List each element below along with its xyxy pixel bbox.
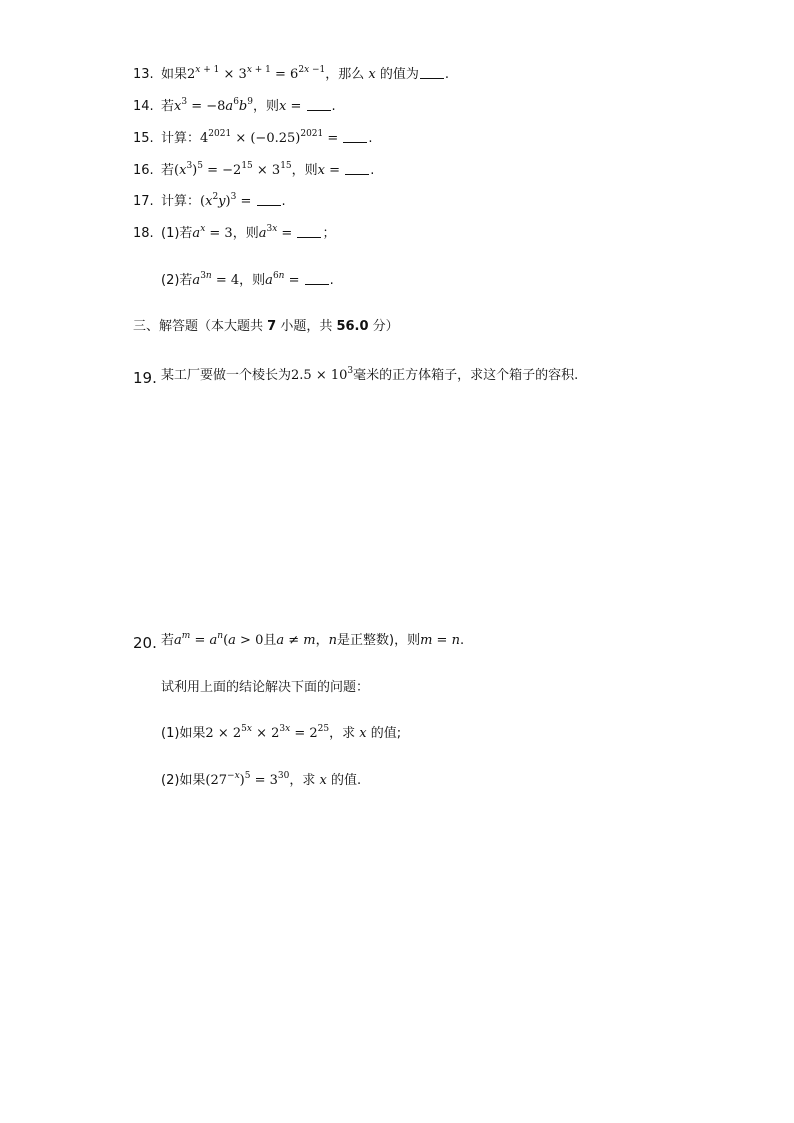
equation: $2^{x + 1} \times 3^{x + 1} = 6^{2x -1}$	[187, 65, 326, 82]
question-text: (2)如果$(27^{-x})^5 = 3^{30}$，求 x 的值.	[161, 771, 362, 788]
question-text: 某工厂要做一个棱长为$2.5 \times 10^3$毫米的正方体箱子，求这个箱子的容积.	[161, 366, 579, 383]
equation: $2.5 \times 10^3$	[291, 366, 354, 383]
question-text: 如果$2^{x + 1} \times 3^{x + 1} = 6^{2x -1}$，那么 x 的值为 .	[161, 65, 450, 82]
answer-blank[interactable]	[420, 68, 444, 79]
question-number: 17.	[133, 194, 154, 209]
answer-blank[interactable]	[343, 132, 367, 143]
question-text: 若$a^m = a^n(a > 0$且a ≠ m，n是正整数)，则m = n.	[161, 631, 465, 648]
answer-blank[interactable]	[297, 227, 321, 238]
question-number: 20.	[133, 634, 157, 652]
question-text: (2)若$a^{3n} = 4$，则$a^{6n}$ = .	[161, 271, 334, 288]
equation: $x^3 = -8a^6b^9$	[174, 97, 253, 114]
answer-blank[interactable]	[257, 195, 281, 206]
equation: $(x^2y)^3$ =	[200, 192, 256, 209]
answer-blank[interactable]	[305, 274, 329, 285]
question-number: 14.	[133, 99, 154, 114]
question-text: 若$x^3 = -8a^6b^9$，则x = .	[161, 97, 336, 114]
question-number: 19.	[133, 369, 157, 387]
equation: $2 \times 2^{5x} \times 2^{3x} = 2^{25}$	[205, 724, 330, 741]
question-text: (1)如果$2 \times 2^{5x} \times 2^{3x} = 2^{25}$，求 x 的值;	[161, 724, 402, 741]
equation: $(x^3)^5 = -2^{15} \times 3^{15}$	[174, 161, 292, 178]
equation: $a^{3n} = 4$	[192, 271, 240, 288]
section-title: 三、解答题	[133, 319, 199, 334]
question-number: 15.	[133, 131, 154, 146]
section-header: 三、解答题（本大题共 7 小题，共 56.0 分）	[133, 319, 399, 334]
equation: $4^{2021} \times (-0.25)^{2021}$ =	[200, 129, 343, 146]
equation: $a^m = a^n(a > 0$	[174, 631, 264, 648]
question-text: 计算：$4^{2021} \times (-0.25)^{2021}$ = .	[161, 129, 373, 146]
answer-blank[interactable]	[345, 164, 369, 175]
question-number: 13.	[133, 67, 154, 82]
question-text: 若$(x^3)^5 = -2^{15} \times 3^{15}$，则x = .	[161, 161, 375, 178]
question-text: 计算：$(x^2y)^3$ = .	[161, 192, 286, 209]
answer-blank[interactable]	[307, 100, 331, 111]
question-number: 18.	[133, 226, 154, 241]
question-number: 16.	[133, 163, 154, 178]
equation: $a^x = 3$	[192, 224, 233, 241]
equation: $(27^{-x})^5 = 3^{30}$	[205, 771, 290, 788]
question-text: (1)若$a^x = 3$，则$a^{3x}$ = ；	[161, 224, 336, 241]
